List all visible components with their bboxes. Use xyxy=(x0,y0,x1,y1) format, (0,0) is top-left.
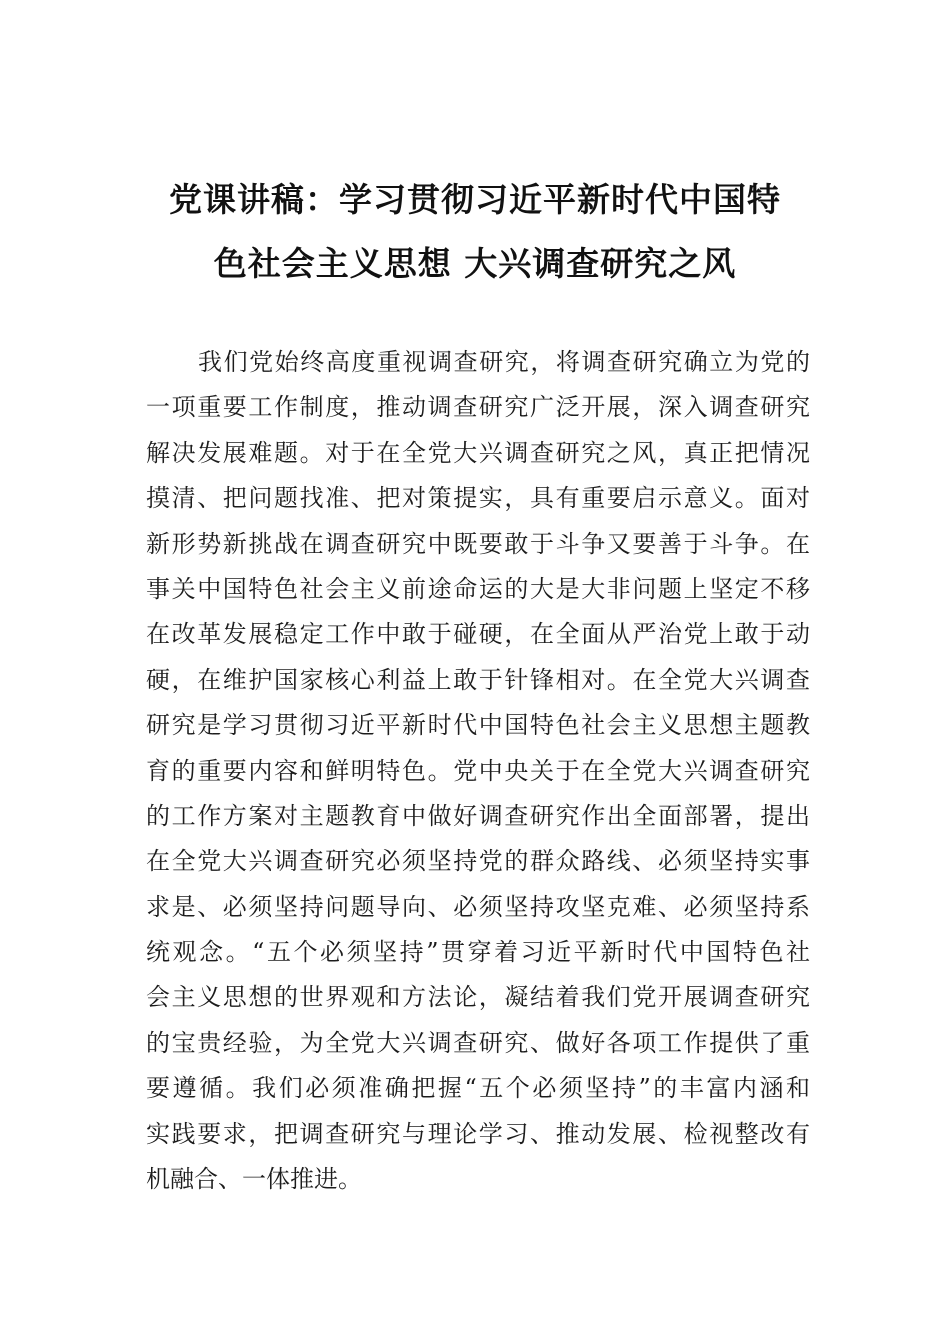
paragraph-line: 新形势新挑战在调查研究中既要敢于斗争又要善于斗争。在 xyxy=(146,529,810,558)
title-line: 党课讲稿：学习贯彻习近平新时代中国特 xyxy=(169,180,781,219)
paragraph-line: 统观念。“五个必须坚持”贯穿着习近平新时代中国特色社 xyxy=(146,938,810,967)
paragraph-line: 实践要求，把调查研究与理论学习、推动发展、检视整改有 xyxy=(146,1119,810,1148)
paragraph-line: 要遵循。我们必须准确把握“五个必须坚持”的丰富内涵和 xyxy=(146,1074,810,1103)
title-line: 色社会主义思想 大兴调查研究之风 xyxy=(213,244,737,283)
paragraph-line: 硬，在维护国家核心利益上敢于针锋相对。在全党大兴调查 xyxy=(146,665,810,694)
paragraph-line: 育的重要内容和鲜明特色。党中央关于在全党大兴调查研究 xyxy=(146,756,810,785)
paragraph-line: 在改革发展稳定工作中敢于碰硬，在全面从严治党上敢于动 xyxy=(146,620,810,649)
paragraph-line: 求是、必须坚持问题导向、必须坚持攻坚克难、必须坚持系 xyxy=(146,892,810,921)
paragraph-line: 会主义思想的世界观和方法论，凝结着我们党开展调查研究 xyxy=(146,983,810,1012)
paragraph-line: 在全党大兴调查研究必须坚持党的群众路线、必须坚持实事 xyxy=(146,847,810,876)
paragraph-line: 我们党始终高度重视调查研究，将调查研究确立为党的 xyxy=(198,348,810,376)
paragraph-line: 摸清、把问题找准、把对策提实，具有重要启示意义。面对 xyxy=(146,484,810,513)
paragraph-line: 机融合、一体推进。 xyxy=(146,1165,362,1194)
body-paragraph xyxy=(146,340,810,1202)
paragraph-line: 解决发展难题。对于在全党大兴调查研究之风，真正把情况 xyxy=(146,438,810,467)
document-title xyxy=(140,168,810,296)
paragraph-line: 的宝贵经验，为全党大兴调查研究、做好各项工作提供了重 xyxy=(146,1028,810,1057)
paragraph-line: 一项重要工作制度，推动调查研究广泛开展，深入调查研究 xyxy=(146,393,810,422)
paragraph-line: 的工作方案对主题教育中做好调查研究作出全面部署，提出 xyxy=(146,801,810,830)
paragraph-line: 事关中国特色社会主义前途命运的大是大非问题上坚定不移 xyxy=(146,574,810,603)
paragraph-line: 研究是学习贯彻习近平新时代中国特色社会主义思想主题教 xyxy=(146,711,810,740)
